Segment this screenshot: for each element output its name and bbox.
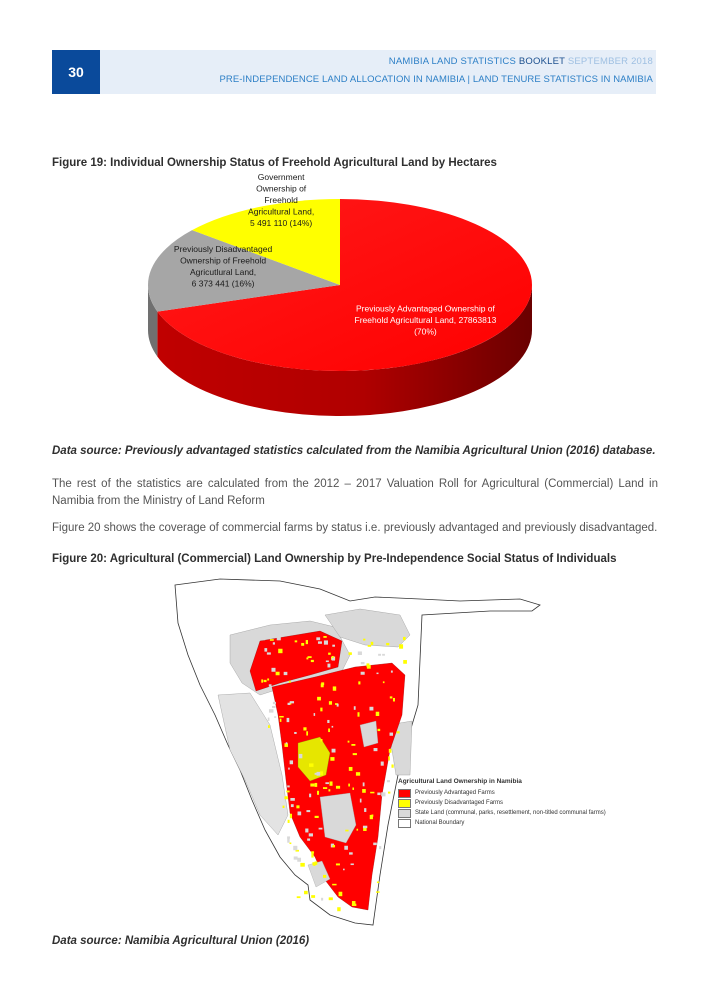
map-farm-parcel (332, 726, 334, 728)
map-farm-parcel (373, 843, 377, 846)
map-farm-parcel (358, 681, 360, 684)
map-farm-parcel (389, 749, 392, 753)
pie-label: Agricultural Land, (248, 206, 315, 217)
map-farm-parcel (349, 852, 353, 854)
map-farm-parcel (333, 686, 336, 690)
map-farm-parcel (309, 794, 311, 798)
map-farm-parcel (393, 698, 395, 702)
map-farm-parcel (283, 806, 285, 808)
map-farm-parcel (377, 881, 379, 883)
map-farm-parcel (306, 810, 310, 812)
map-farm-parcel (354, 706, 356, 710)
map-farm-parcel (329, 781, 332, 785)
map-farm-parcel (327, 720, 329, 723)
map-farm-parcel (284, 672, 288, 675)
pie-label: Previously Disadvantaged (173, 243, 273, 254)
figure19-title: Figure 19: Individual Ownership Status of Freehold Agricultural Land by Hectares (52, 157, 497, 169)
map-farm-parcel (323, 787, 327, 789)
pie-label: Freehold (264, 194, 298, 205)
map-farm-parcel (363, 826, 367, 828)
map-farm-parcel (267, 678, 269, 680)
map-farm-parcel (290, 798, 294, 801)
map-farm-parcel (286, 791, 289, 793)
map-farm-parcel (315, 816, 319, 818)
legend-label: National Boundary (415, 820, 465, 826)
map-farm-parcel (336, 863, 340, 865)
map-farm-parcel (262, 636, 265, 640)
map-farm-parcel (353, 753, 357, 755)
map-farm-parcel (388, 756, 390, 760)
map-farm-parcel (357, 712, 359, 716)
map-farm-parcel (378, 729, 381, 731)
map-farm-parcel (344, 846, 348, 850)
legend-title: Agricultural Land Ownership in Namibia (398, 778, 522, 785)
map-farm-parcel (313, 875, 317, 879)
map-farm-parcel (376, 673, 378, 675)
map-farm-parcel (332, 656, 334, 658)
map-farm-parcel (368, 645, 371, 647)
map-farm-parcel (363, 639, 365, 641)
map-farm-parcel (295, 640, 298, 642)
map-farm-parcel (311, 853, 313, 857)
map-farm-parcel (390, 696, 393, 698)
map-farm-parcel (300, 863, 304, 867)
booklet-title (389, 56, 653, 67)
map-farm-parcel (328, 653, 331, 655)
map-farm-parcel (351, 863, 354, 865)
map-farm-parcel (321, 739, 323, 742)
map-farm-parcel (303, 727, 306, 730)
map-farm-parcel (293, 846, 297, 850)
map-farm-parcel (268, 718, 270, 721)
map-farm-parcel (273, 702, 276, 704)
map-farm-parcel (267, 652, 271, 654)
map-farm-parcel (287, 838, 289, 842)
map-farm-parcel (311, 660, 314, 662)
map-farm-parcel (378, 654, 381, 656)
map-farm-parcel (336, 786, 340, 789)
map-farm-parcel (316, 637, 320, 640)
map-farm-parcel (320, 708, 322, 712)
map-farm-parcel (360, 799, 362, 803)
map-farm-parcel (383, 681, 385, 683)
map-farm-parcel (284, 796, 287, 799)
map-farm-parcel (357, 829, 359, 831)
map-farm-parcel (387, 780, 390, 782)
map-farm-parcel (403, 637, 406, 640)
map-farm-parcel (370, 792, 374, 794)
map-farm-parcel (403, 660, 407, 664)
page-number: 30 (52, 50, 100, 94)
map-farm-parcel (364, 808, 366, 812)
legend-swatch-state-land (398, 809, 411, 818)
map-farm-parcel (391, 764, 393, 767)
map-farm-parcel (305, 829, 308, 833)
map-farm-parcel (337, 704, 339, 707)
map-farm-parcel (390, 733, 393, 736)
map-farm-parcel (291, 804, 294, 807)
pie-chart (140, 171, 560, 420)
pie-label: Ownership of Freehold (180, 255, 267, 266)
map-farm-parcel (309, 833, 313, 836)
figure19-data-source: Data source: Previously advantaged statistics calculated from the Namibia Agricultural Union (2016) database. (52, 445, 656, 457)
figure20-data-source: Data source: Namibia Agricultural Union (2016) (52, 935, 310, 947)
pie-label: Agricutlural Land, (189, 266, 257, 277)
map-farm-parcel (314, 713, 316, 716)
section-title: PRE-INDEPENDENCE LAND ALLOCATION IN NAMIBIA | LAND TENURE STATISTICS IN NAMIBIA (219, 74, 653, 85)
map-farm-parcel (351, 744, 355, 746)
map-farm-parcel (271, 668, 275, 672)
booklet-date: SEPTEMBER 2018 (567, 56, 653, 67)
paragraph-figure20-intro: Figure 20 shows the coverage of commercial farms by status i.e. previously advantaged and previously disadvantaged. (52, 522, 658, 534)
map-farm-parcel (376, 891, 379, 893)
legend-label: State Land (communal, parks, resettlement, non-titled communal farms) (415, 810, 606, 816)
map-farm-parcel (315, 861, 318, 864)
map-farm-parcel (374, 748, 378, 751)
map-farm-parcel (348, 741, 350, 743)
map-farm-parcel (363, 782, 365, 786)
map-farm-parcel (288, 768, 290, 770)
booklet-title-booklet: BOOKLET (518, 56, 565, 67)
map-farm-parcel (297, 896, 301, 898)
legend-swatch-advantaged (398, 789, 411, 798)
map-farm-parcel (381, 792, 385, 796)
map-farm-parcel (296, 805, 299, 808)
booklet-title-main: NAMIBIA LAND STATISTICS (388, 56, 517, 67)
pie-label: Previously Advantaged Ownership of (355, 303, 495, 314)
map-farm-parcel (287, 785, 289, 787)
map-farm-parcel (294, 856, 298, 859)
map-farm-parcel (352, 901, 356, 905)
map-farm-parcel (317, 697, 321, 701)
map-svg (160, 575, 585, 930)
map-farm-parcel (309, 763, 313, 766)
map-farm-parcel (381, 762, 384, 766)
map-farm-parcel (274, 716, 276, 718)
map-farm-parcel (332, 645, 335, 647)
map-farm-parcel (306, 640, 308, 644)
map-farm-parcel (315, 773, 318, 775)
pie-label: Government (257, 171, 305, 182)
figure20-title: Figure 20: Agricultural (Commercial) Land Ownership by Pre-Independence Social Status of Individuals (52, 553, 617, 565)
map-farm-parcel (315, 783, 318, 787)
map-farm-parcel (345, 830, 348, 832)
map-farm-parcel (298, 811, 302, 815)
map-farm-parcel (317, 791, 319, 795)
map-legend (398, 778, 606, 828)
map-farm-parcel (264, 680, 267, 682)
paragraph-valuation-roll: The rest of the statistics are calculated from the 2012 – 2017 Valuation Roll for Agricultural (Commercial) Land in Namibia from the Ministry of Land Reform (52, 478, 658, 507)
map-farm-parcel (361, 641, 365, 643)
legend-swatch-disadvantaged (398, 799, 411, 808)
map-farm-parcel (321, 684, 324, 688)
map-farm-parcel (286, 742, 288, 744)
map-farm-parcel (377, 793, 380, 796)
map-farm-parcel (318, 641, 322, 643)
map-farm-parcel (280, 719, 282, 722)
map-farm-parcel (328, 789, 330, 791)
map-farm-parcel (330, 757, 334, 761)
map-farm-parcel (388, 792, 390, 794)
map-farm-parcel (290, 814, 292, 818)
map-farm-parcel (323, 636, 326, 638)
map-farm-parcel (297, 858, 301, 862)
map-farm-parcel (276, 672, 280, 676)
map-farm-parcel (339, 814, 342, 818)
map-farm-parcel (277, 636, 281, 640)
map-farm-parcel (290, 760, 293, 764)
map-farm-parcel (332, 845, 335, 847)
map-farm-parcel (379, 846, 381, 849)
map-farm-parcel (290, 842, 292, 844)
map-farm-parcel (273, 642, 275, 644)
map-farm-parcel (367, 665, 371, 669)
legend-swatch-boundary (398, 819, 411, 828)
map-farm-parcel (391, 671, 393, 673)
map-farm-parcel (288, 820, 290, 823)
legend-label: Previously Disadvantaged Farms (415, 800, 504, 806)
map-farm-parcel (327, 664, 330, 668)
map-farm-parcel (279, 716, 283, 718)
map-farm-parcel (348, 784, 350, 787)
map-farm-parcel (318, 877, 321, 879)
map-farm-parcel (269, 684, 272, 686)
map-farm-parcel (329, 897, 333, 900)
map-farm-parcel (326, 660, 329, 662)
map-farm-parcel (319, 828, 323, 830)
map-farm-parcel (323, 875, 326, 878)
legend-label: Previously Advantaged Farms (415, 790, 495, 796)
map-farm-parcel (278, 649, 282, 653)
map-farm-parcel (287, 718, 290, 722)
map-farm-parcel (306, 657, 308, 659)
map-farm-parcel (290, 701, 294, 703)
map-farm-parcel (332, 884, 336, 886)
namibia-map (160, 575, 585, 930)
map-farm-parcel (386, 643, 389, 645)
map-farm-parcel (304, 891, 308, 894)
map-farm-parcel (269, 709, 273, 712)
map-farm-parcel (264, 648, 267, 652)
map-farm-parcel (324, 640, 328, 644)
map-farm-parcel (287, 836, 290, 838)
pie-label: (70%) (414, 326, 437, 337)
map-farm-parcel (270, 639, 274, 641)
map-farm-parcel (362, 789, 366, 793)
map-farm-parcel (289, 681, 291, 683)
map-farm-parcel (397, 731, 400, 733)
map-farm-parcel (288, 703, 291, 705)
map-farm-parcel (328, 728, 330, 732)
map-farm-parcel (311, 895, 315, 898)
map-farm-parcel (332, 749, 336, 753)
legend-item (398, 808, 606, 818)
map-farm-parcel (358, 651, 362, 655)
map-farm-parcel (329, 701, 332, 705)
map-farm-parcel (361, 662, 365, 664)
map-farm-parcel (268, 725, 270, 728)
map-farm-parcel (261, 679, 263, 682)
map-farm-parcel (320, 771, 323, 775)
legend-item (398, 788, 588, 798)
map-farm-parcel (299, 754, 303, 758)
map-farm-parcel (399, 644, 403, 648)
map-farm-parcel (301, 643, 304, 646)
pie-label: 5 491 110 (14%) (250, 217, 313, 228)
map-farm-parcel (348, 652, 351, 655)
map-farm-parcel (294, 732, 296, 734)
map-farm-parcel (307, 838, 310, 840)
map-farm-parcel (352, 787, 354, 789)
map-farm-parcel (349, 767, 353, 771)
map-farm-parcel (356, 772, 359, 774)
map-farm-parcel (370, 815, 373, 819)
map-farm-parcel (272, 706, 276, 708)
map-farm-parcel (325, 782, 329, 784)
map-farm-parcel (311, 851, 314, 853)
pie-label: Ownership of (256, 183, 307, 194)
map-farm-parcel (382, 654, 385, 656)
map-farm-parcel (376, 712, 379, 716)
map-farm-parcel (369, 707, 373, 711)
map-farm-parcel (339, 892, 343, 896)
map-farm-parcel (337, 907, 340, 911)
map-farm-parcel (352, 815, 354, 819)
map-farm-parcel (371, 642, 374, 645)
legend-item (398, 798, 588, 808)
map-farm-parcel (310, 783, 314, 786)
map-farm-parcel (343, 869, 345, 871)
legend-item (398, 818, 588, 828)
map-farm-parcel (361, 672, 365, 675)
pie-label: 6 373 441 (16%) (191, 278, 255, 289)
map-farm-parcel (306, 731, 308, 735)
map-farm-parcel (321, 898, 323, 901)
pie-label: Freehold Agricultural Land, 27863813 (354, 314, 497, 325)
